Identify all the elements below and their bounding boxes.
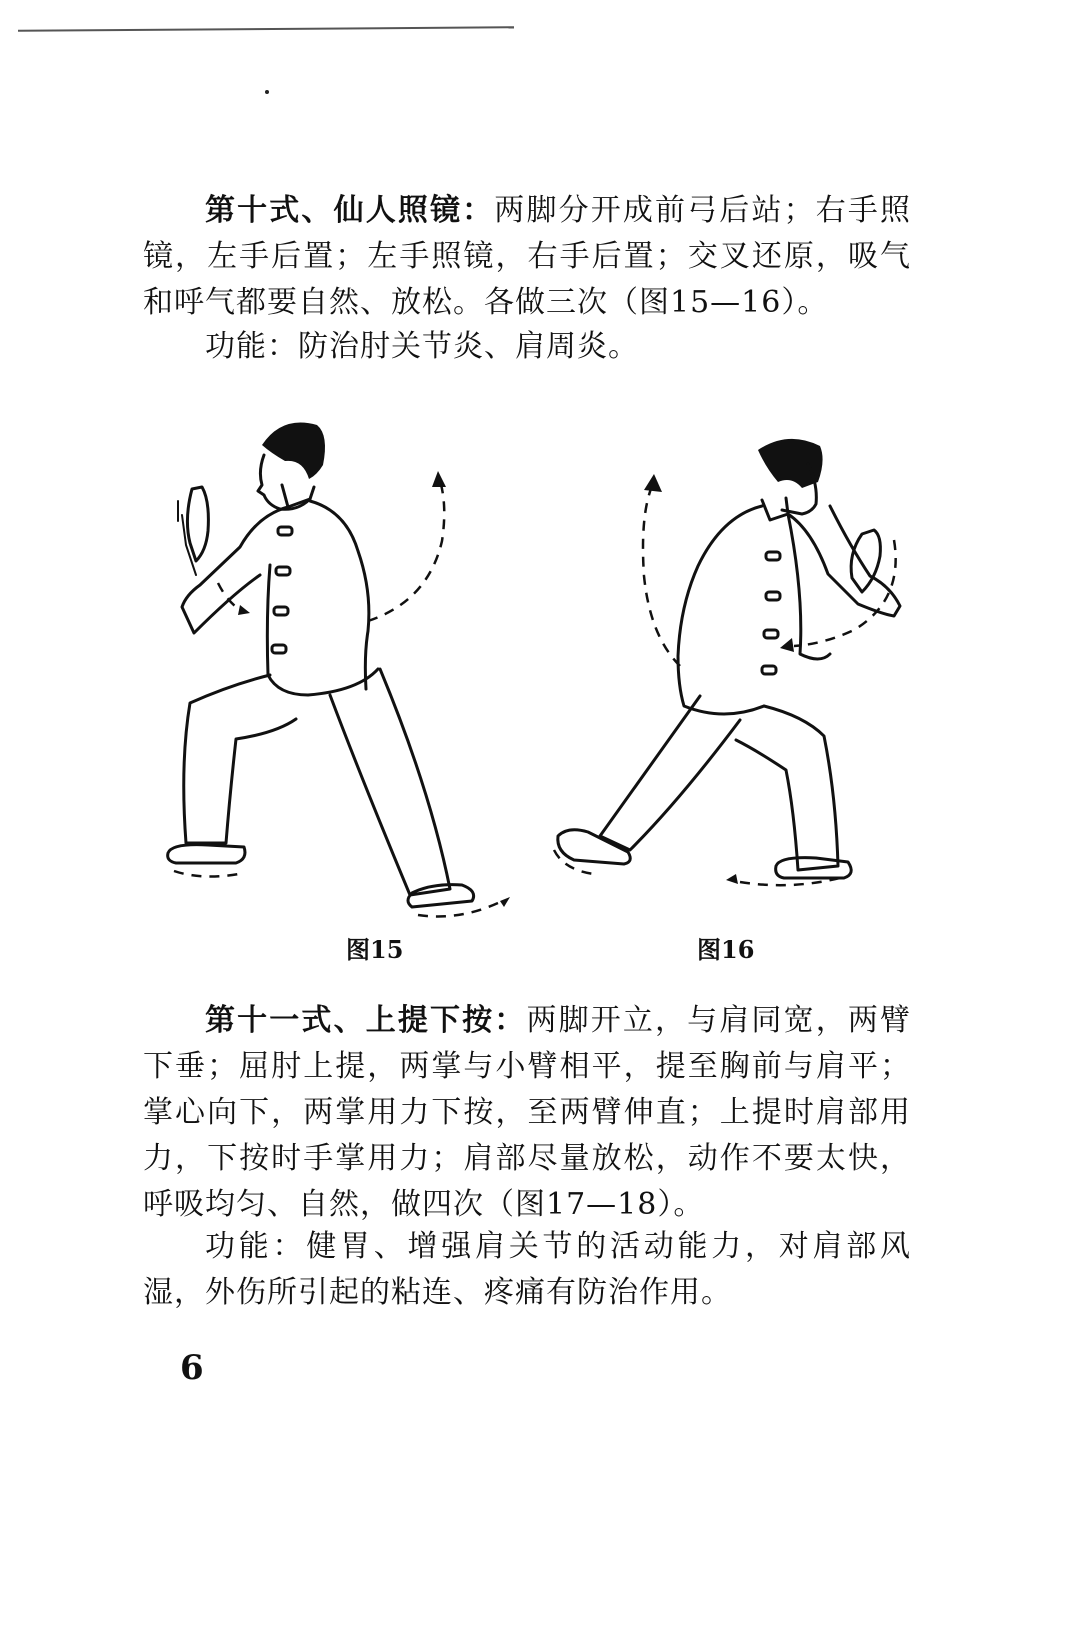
figure-16-caption: 图16 bbox=[697, 935, 755, 964]
fig16-front-arm bbox=[788, 506, 900, 616]
fig15-front-leg bbox=[184, 675, 296, 843]
fig15-back-leg bbox=[330, 669, 450, 895]
fig16-button bbox=[764, 630, 778, 638]
fig15-button bbox=[276, 567, 290, 575]
section-11-paragraph bbox=[143, 998, 911, 1228]
fig15-button bbox=[272, 645, 286, 653]
fig15-back bbox=[310, 501, 369, 689]
fig16-foot-arrow-head bbox=[726, 874, 738, 884]
section-11-body: 两脚开立，与肩同宽，两臂下垂；屈肘上提，两掌与小臂相平，提至胸前与肩平；掌心向下，两掌用力下按，至两臂伸直；上提时肩部用力，下按时手掌用力；肩部尽量放松，动作不要太快，呼吸均匀、自然，做四次（图17—18）。 bbox=[143, 1003, 912, 1222]
fig15-front-shoe bbox=[168, 845, 245, 863]
fig16-front-leg bbox=[736, 706, 838, 870]
section-11-function: 功能：健胃、增强肩关节的活动能力，对肩部风湿，外伤所引起的粘连、疼痛有防治作用。 bbox=[143, 1229, 911, 1310]
fig15-button bbox=[274, 607, 288, 615]
fig15-back-arrow-head bbox=[432, 471, 446, 487]
section-11-heading: 第十一式、上提下按： bbox=[205, 1003, 527, 1038]
section-10-body: 两脚分开成前弓后站；右手照镜，左手后置；左手照镜，右手后置；交叉还原，吸气和呼气都要自然、放松。各做三次（图15—16）。 bbox=[143, 193, 912, 320]
fig16-back-arrow-head bbox=[644, 474, 662, 492]
fig15-hair bbox=[262, 423, 325, 480]
section-10-function: 功能：防治肘关节炎、肩周炎。 bbox=[205, 329, 639, 364]
fig15-foot-arrow-head bbox=[500, 897, 510, 907]
fig16-button bbox=[766, 552, 780, 560]
print-speck bbox=[265, 90, 269, 94]
fig16-back-arrow-path bbox=[643, 486, 680, 666]
fig16-button bbox=[766, 592, 780, 600]
section-10-paragraph bbox=[143, 188, 911, 326]
figure-15-illustration bbox=[160, 415, 530, 935]
fig16-button bbox=[762, 666, 776, 674]
fig15-back-shoe bbox=[408, 885, 474, 907]
fig16-hand-arrow-head bbox=[780, 638, 794, 652]
fig15-foot-arrow-left bbox=[174, 871, 244, 877]
page-number: 6 bbox=[180, 1348, 204, 1388]
fig16-back-shoe bbox=[558, 830, 630, 864]
fig15-button bbox=[278, 527, 292, 535]
fig15-arm-arrow-head bbox=[238, 605, 250, 615]
top-rule-line bbox=[18, 26, 514, 31]
fig15-collar bbox=[282, 485, 314, 507]
fig16-raised-hand bbox=[851, 530, 880, 592]
fig16-back-leg bbox=[600, 696, 740, 850]
section-10-heading: 第十式、仙人照镜： bbox=[205, 193, 495, 228]
fig15-jacket-hem bbox=[267, 565, 378, 695]
figure-16-illustration bbox=[540, 430, 920, 920]
fig16-torso bbox=[678, 506, 764, 714]
fig15-raised-hand bbox=[187, 487, 208, 561]
figure-15-caption: 图15 bbox=[346, 935, 404, 964]
fig15-front-arm bbox=[182, 507, 288, 633]
fig15-back-arrow-path bbox=[368, 475, 444, 621]
